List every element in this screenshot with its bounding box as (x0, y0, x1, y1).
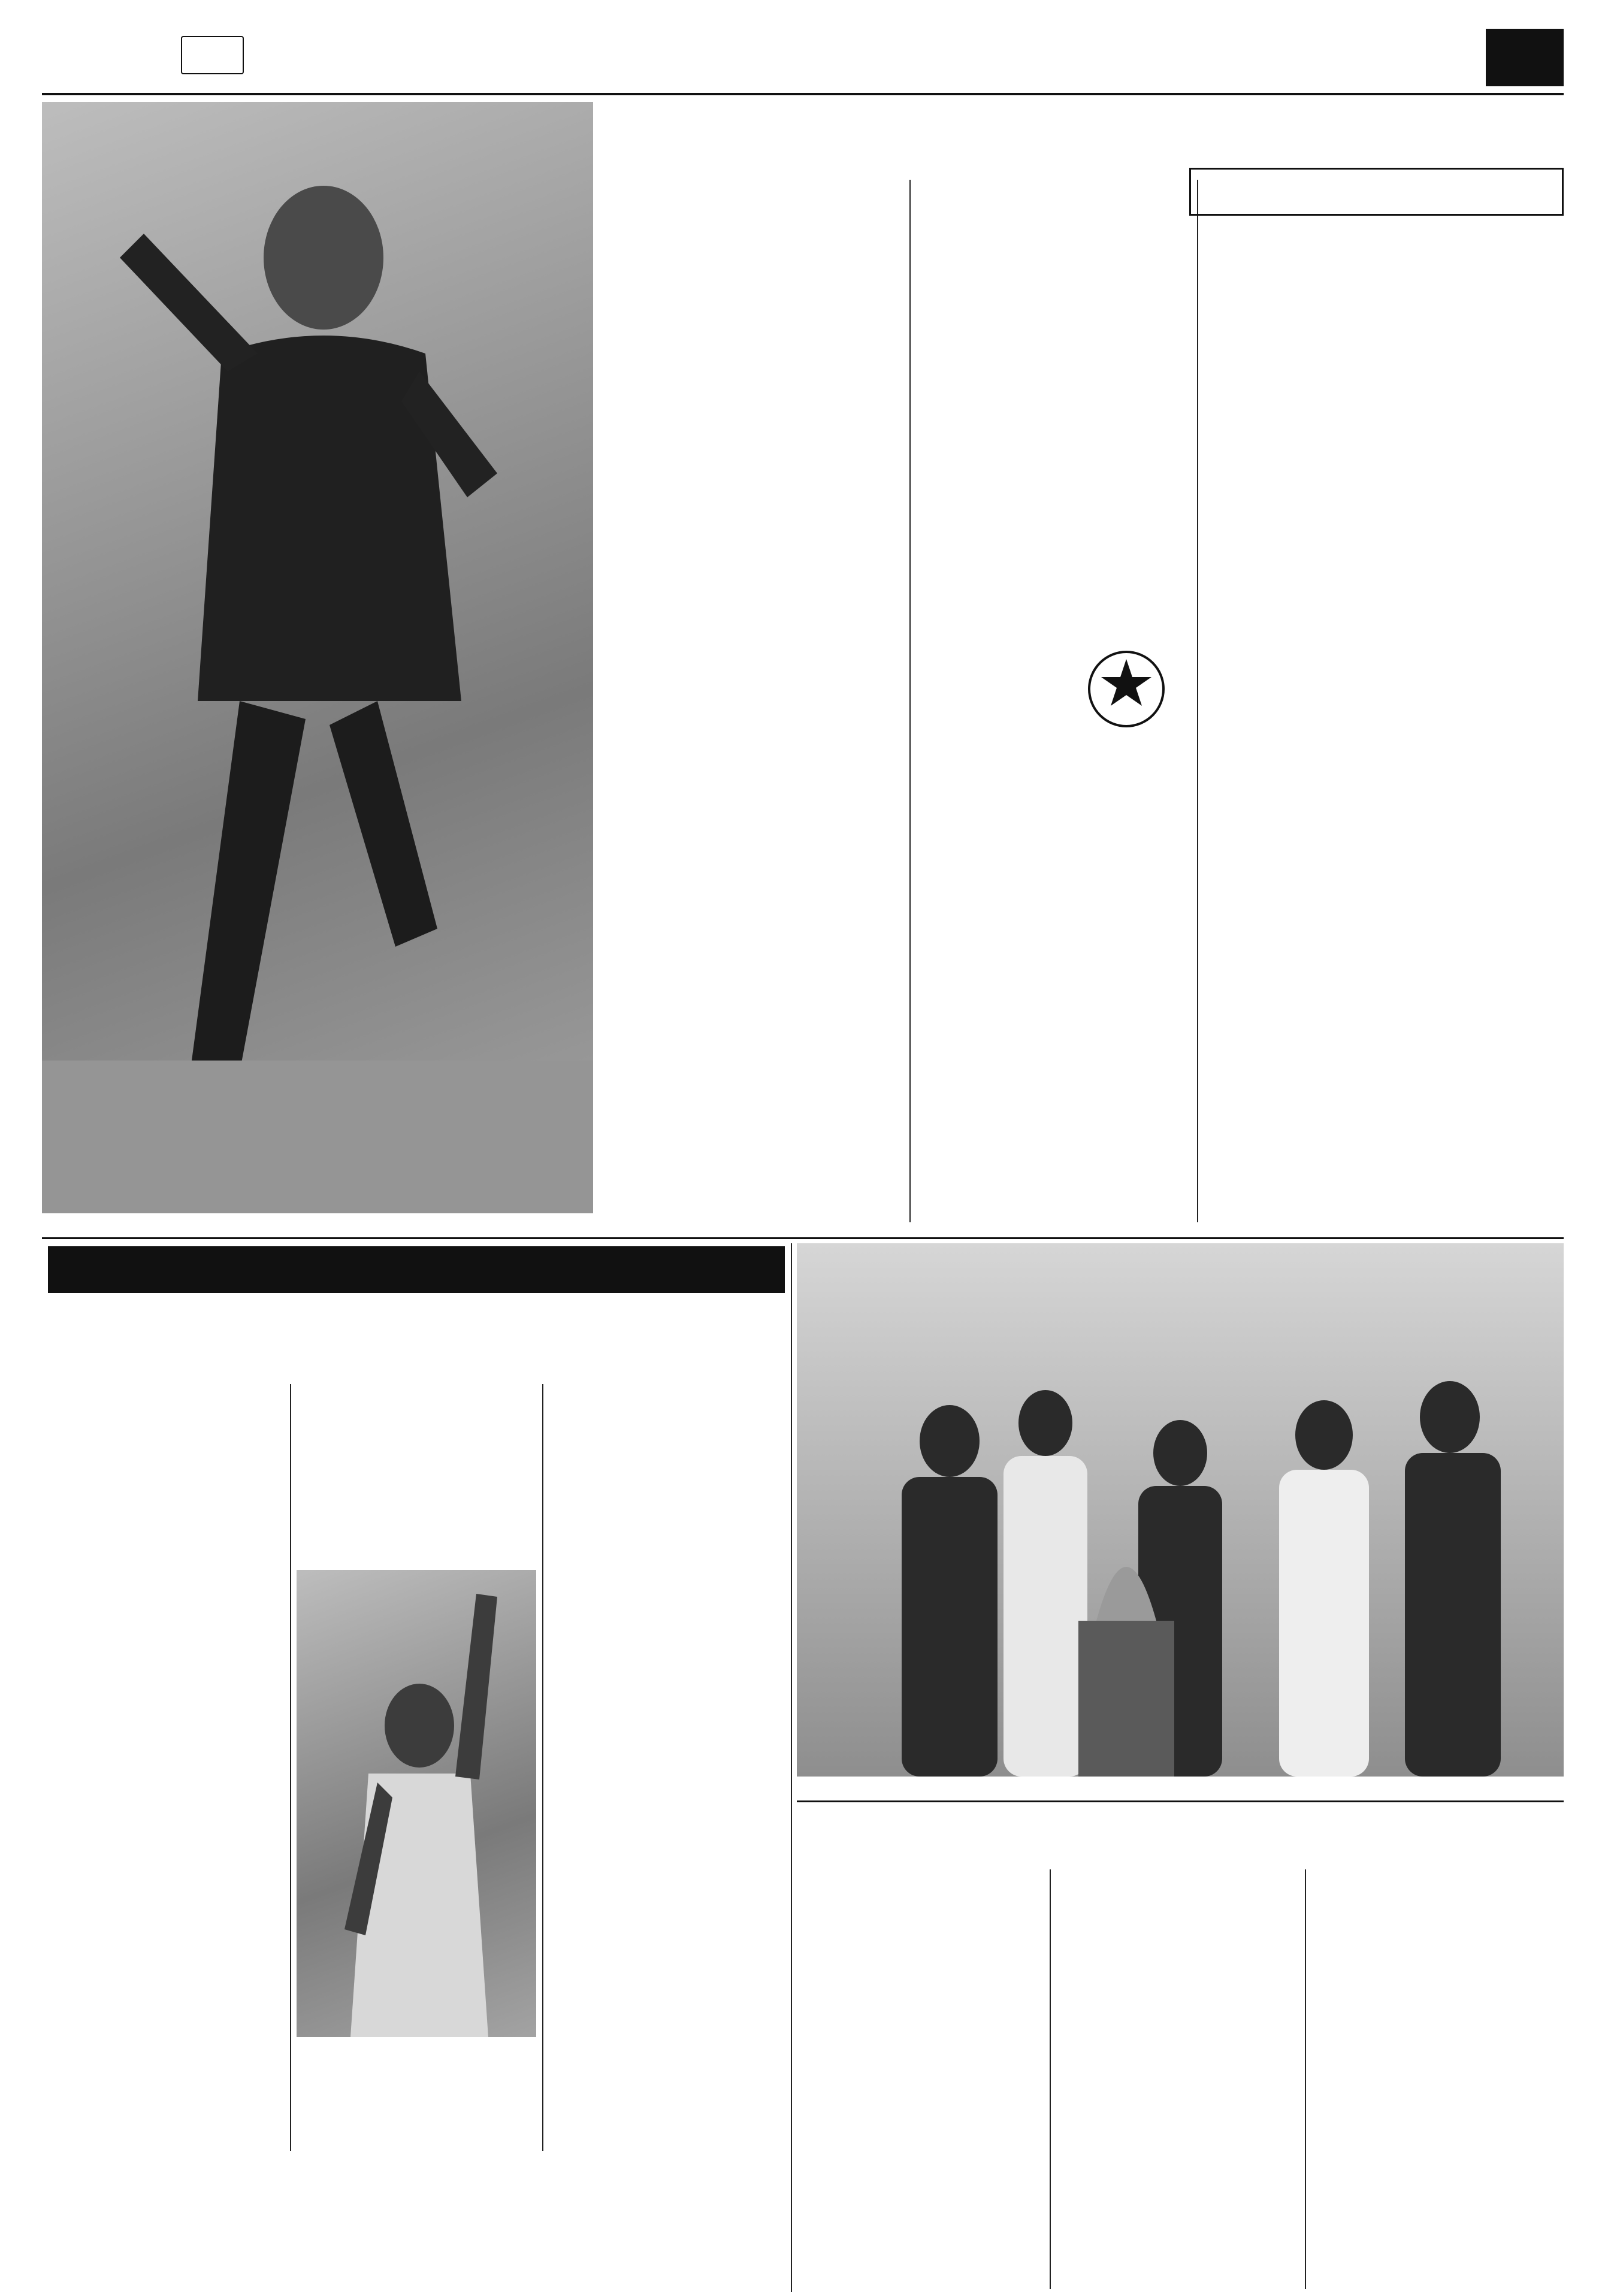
section-rule (42, 1237, 1564, 1239)
masthead (42, 24, 1564, 90)
article3-kicker (48, 1246, 785, 1293)
sachin-photo (797, 1243, 1564, 1777)
masthead-rule (42, 93, 1564, 95)
column-rule (1197, 180, 1198, 1222)
section-rule (797, 1800, 1564, 1802)
enrique-photo (42, 102, 593, 1213)
masthead-tagline-badge (181, 36, 244, 74)
article4-col3 (1310, 1869, 1564, 2289)
column-rule (542, 1384, 543, 2151)
enrique-figure (42, 102, 593, 1213)
donnarumma-photo (297, 1570, 536, 2037)
sachin-group-figure (797, 1243, 1564, 1777)
article4-col1 (800, 1869, 1045, 2289)
column-rule (1050, 1869, 1051, 2289)
article4-col2 (1054, 1869, 1300, 2289)
column-rule (791, 1243, 792, 2292)
donnarumma-figure (297, 1570, 536, 2037)
column-rule (909, 180, 911, 1222)
article3-col2b (297, 2043, 536, 2151)
article2-body (1204, 228, 1564, 1228)
article3-col2a (297, 1384, 536, 1564)
article3-col3 (548, 1384, 785, 2151)
page-number (1486, 29, 1564, 86)
starball-icon (1084, 647, 1168, 731)
column-rule (290, 1384, 291, 2151)
champions-league-logo (1048, 647, 1204, 797)
article3-col1 (48, 1384, 285, 2151)
column-rule (1305, 1869, 1306, 2289)
article1-col1 (602, 177, 905, 1231)
article2-headline (1189, 168, 1564, 216)
